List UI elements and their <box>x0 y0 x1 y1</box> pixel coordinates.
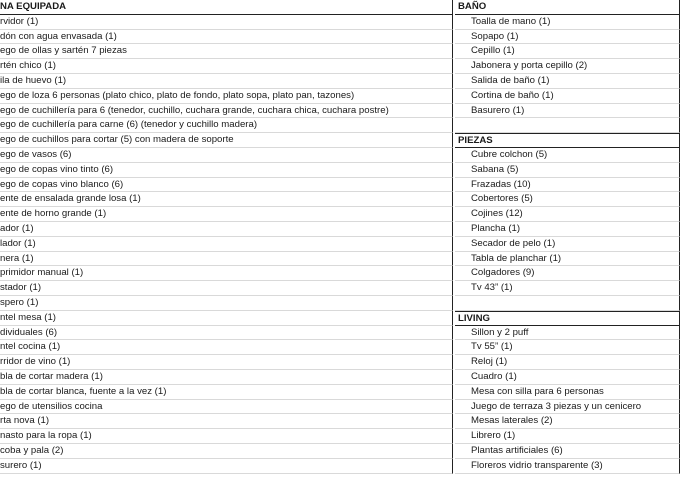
kitchen-list <box>0 15 453 474</box>
kitchen-item: ego de cuchillería para carne (6) (tenedor y cuchillo madera) <box>0 118 453 133</box>
section-item: Frazadas (10) <box>455 178 680 193</box>
kitchen-item: ego de cuchillería para 6 (tenedor, cuchillo, cuchara grande, cuchara chica, cuchara postre) <box>0 104 453 119</box>
section-item: Sillon y 2 puff <box>455 326 680 341</box>
kitchen-item: ego de vasos (6) <box>0 148 453 163</box>
section-spacer <box>455 118 680 133</box>
kitchen-item: dividuales (6) <box>0 326 453 341</box>
kitchen-item: ila de huevo (1) <box>0 74 453 89</box>
rooms-list <box>455 0 680 474</box>
section-spacer <box>455 296 680 311</box>
section-item: Mesa con silla para 6 personas <box>455 385 680 400</box>
section-item: Floreros vidrio transparente (3) <box>455 459 680 474</box>
kitchen-item: ego de loza 6 personas (plato chico, plato de fondo, plato sopa, plato pan, tazones) <box>0 89 453 104</box>
kitchen-item: spero (1) <box>0 296 453 311</box>
kitchen-header: NA EQUIPADA <box>0 0 453 15</box>
kitchen-item: rtén chico (1) <box>0 59 453 74</box>
section-item: Cortina de baño (1) <box>455 89 680 104</box>
section-item: Toalla de mano (1) <box>455 15 680 30</box>
section-item: Tabla de planchar (1) <box>455 252 680 267</box>
section-item: Cubre colchon (5) <box>455 148 680 163</box>
kitchen-item: rta nova (1) <box>0 414 453 429</box>
kitchen-item: ego de utensilios cocina <box>0 400 453 415</box>
section-item: Librero (1) <box>455 429 680 444</box>
section-item: Tv 55” (1) <box>455 340 680 355</box>
section-item: Colgadores (9) <box>455 266 680 281</box>
section-item: Sopapo (1) <box>455 30 680 45</box>
section-item: Mesas laterales (2) <box>455 414 680 429</box>
section-item: Basurero (1) <box>455 104 680 119</box>
kitchen-item: ntel cocina (1) <box>0 340 453 355</box>
kitchen-item: bla de cortar blanca, fuente a la vez (1) <box>0 385 453 400</box>
kitchen-item: ador (1) <box>0 222 453 237</box>
section-item: Cuadro (1) <box>455 370 680 385</box>
kitchen-item: ente de ensalada grande losa (1) <box>0 192 453 207</box>
section-item: Cojines (12) <box>455 207 680 222</box>
section-item: Plancha (1) <box>455 222 680 237</box>
section-item: Reloj (1) <box>455 355 680 370</box>
kitchen-item: primidor manual (1) <box>0 266 453 281</box>
rooms-column <box>455 0 680 474</box>
kitchen-item: ego de cuchillos para cortar (5) con madera de soporte <box>0 133 453 148</box>
kitchen-item: rvidor (1) <box>0 15 453 30</box>
section-item: Cobertores (5) <box>455 192 680 207</box>
section-header: PIEZAS <box>455 133 680 148</box>
kitchen-item: surero (1) <box>0 459 453 474</box>
section-item: Jabonera y porta cepillo (2) <box>455 59 680 74</box>
kitchen-item: dón con agua envasada (1) <box>0 30 453 45</box>
kitchen-item: ego de copas vino blanco (6) <box>0 178 453 193</box>
section-item: Plantas artificiales (6) <box>455 444 680 459</box>
kitchen-item: coba y pala (2) <box>0 444 453 459</box>
kitchen-item: ntel mesa (1) <box>0 311 453 326</box>
section-item: Salida de baño (1) <box>455 74 680 89</box>
section-item: Secador de pelo (1) <box>455 237 680 252</box>
section-item: Tv 43” (1) <box>455 281 680 296</box>
kitchen-item: ente de horno grande (1) <box>0 207 453 222</box>
kitchen-item: stador (1) <box>0 281 453 296</box>
section-item: Sabana (5) <box>455 163 680 178</box>
kitchen-item: ego de ollas y sartén 7 piezas <box>0 44 453 59</box>
kitchen-item: nasto para la ropa (1) <box>0 429 453 444</box>
kitchen-item: ego de copas vino tinto (6) <box>0 163 453 178</box>
kitchen-item: bla de cortar madera (1) <box>0 370 453 385</box>
kitchen-item: rridor de vino (1) <box>0 355 453 370</box>
section-header: BAÑO <box>455 0 680 15</box>
section-item: Cepillo (1) <box>455 44 680 59</box>
kitchen-item: nera (1) <box>0 252 453 267</box>
section-header: LIVING <box>455 311 680 326</box>
section-item: Juego de terraza 3 piezas y un cenicero <box>455 400 680 415</box>
kitchen-item: lador (1) <box>0 237 453 252</box>
